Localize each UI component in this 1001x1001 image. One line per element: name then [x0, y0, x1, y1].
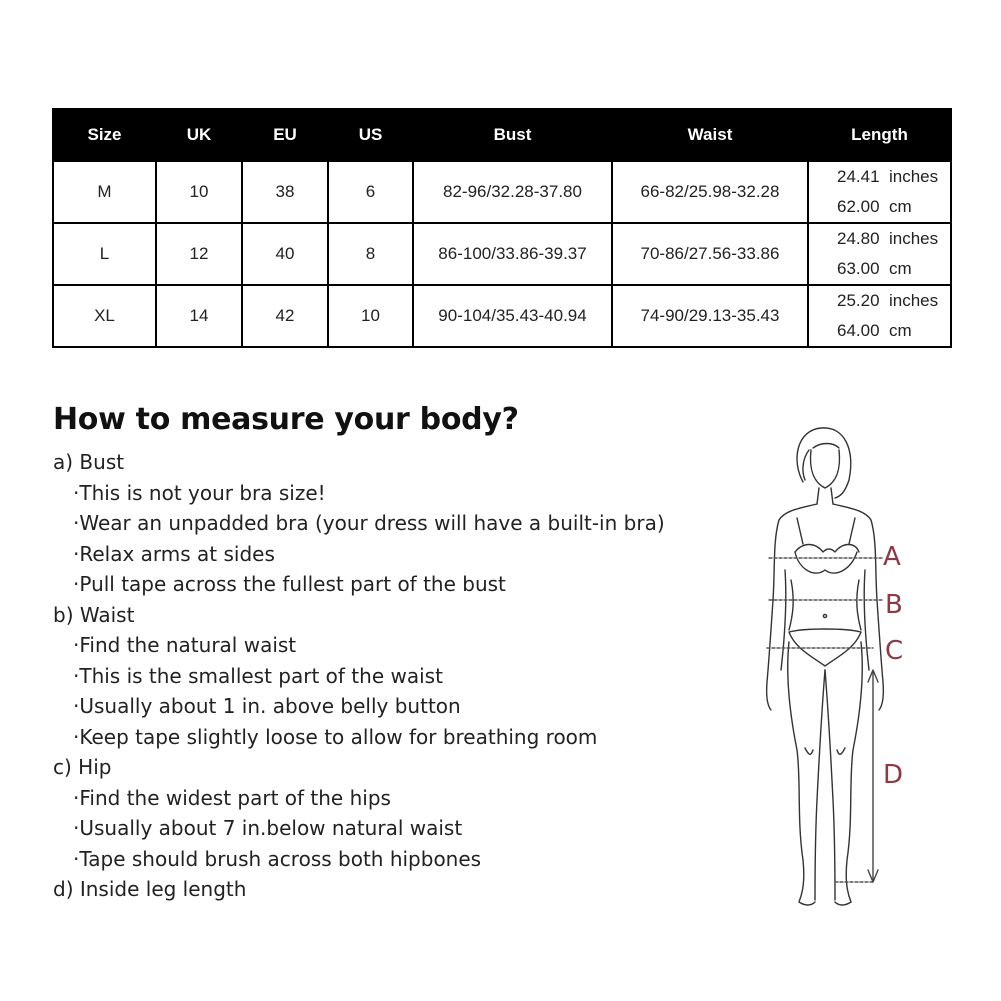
table-row: [53, 285, 951, 347]
cell-waist: 74-90/29.13-35.43: [612, 285, 808, 347]
list-item: ·Usually about 7 in.below natural waist: [73, 816, 463, 840]
length-inches-unit: inches: [889, 167, 939, 186]
list-item: ·This is not your bra size!: [73, 480, 326, 505]
cell-size: L: [53, 223, 156, 285]
length-cm-unit: cm: [889, 197, 912, 216]
cell-bust: 86-100/33.86-39.37: [413, 223, 612, 285]
cell-length: [808, 223, 951, 285]
table-row: [53, 161, 951, 223]
length-inches: [837, 162, 950, 192]
cell-length: [808, 161, 951, 223]
section-bust-label: a) Bust: [53, 450, 125, 474]
size-chart-table: [52, 108, 952, 348]
label-c: C: [885, 636, 904, 666]
list-item: ·Wear an unpadded bra (your dress will have a built-in bra): [73, 511, 665, 535]
header-length: Length: [808, 109, 951, 161]
cell-size: XL: [53, 285, 156, 347]
cell-eu: 40: [242, 223, 328, 285]
length-inches: [837, 224, 950, 254]
list-item: ·Keep tape slightly loose to allow for breathing room: [73, 724, 598, 749]
label-d: D: [883, 760, 904, 790]
header-uk: UK: [156, 109, 242, 161]
length-inches-value: 25.20: [837, 291, 880, 310]
cell-us: 6: [328, 161, 413, 223]
cell-us: 10: [328, 285, 413, 347]
table-header-row: [53, 109, 951, 161]
cell-bust: 82-96/32.28-37.80: [413, 161, 612, 223]
length-inches-value: 24.80: [837, 229, 880, 248]
body-measurement-figure: [745, 420, 935, 920]
length-cm-value: 63.00: [837, 259, 880, 278]
cell-uk: 14: [156, 285, 242, 347]
length-cm: [837, 316, 950, 346]
length-cm: [837, 192, 950, 222]
list-item: ·Relax arms at sides: [73, 541, 275, 566]
length-cm-unit: cm: [889, 321, 912, 340]
cell-bust: 90-104/35.43-40.94: [413, 285, 612, 347]
list-item: ·Find the widest part of the hips: [73, 785, 391, 810]
cell-length: [808, 285, 951, 347]
cell-eu: 38: [242, 161, 328, 223]
table-row: [53, 223, 951, 285]
length-cm-unit: cm: [889, 259, 912, 278]
list-item: ·This is the smallest part of the waist: [73, 663, 443, 688]
header-waist: Waist: [612, 109, 808, 161]
list-item: ·Pull tape across the fullest part of the bust: [73, 572, 506, 596]
header-eu: EU: [242, 109, 328, 161]
length-cm: [837, 254, 950, 284]
list-item: ·Find the natural waist: [73, 633, 297, 657]
body-outline-illustration: [745, 420, 935, 920]
cell-size: M: [53, 161, 156, 223]
cell-waist: 70-86/27.56-33.86: [612, 223, 808, 285]
section-hip-label: c) Hip: [53, 755, 112, 779]
cell-uk: 12: [156, 223, 242, 285]
label-b: B: [885, 590, 903, 620]
measure-guide: [53, 402, 753, 905]
header-us: US: [328, 109, 413, 161]
length-cm-value: 62.00: [837, 197, 880, 216]
header-size: Size: [53, 109, 156, 161]
list-item: ·Usually about 1 in. above belly button: [73, 694, 461, 718]
length-inches-unit: inches: [889, 291, 939, 310]
section-waist-label: b) Waist: [53, 602, 135, 627]
header-bust: Bust: [413, 109, 612, 161]
cell-waist: 66-82/25.98-32.28: [612, 161, 808, 223]
guide-title: How to measure your body?: [53, 402, 519, 437]
cell-us: 8: [328, 223, 413, 285]
length-inches-value: 24.41: [837, 167, 880, 186]
list-item: ·Tape should brush across both hipbones: [73, 846, 482, 871]
length-inches-unit: inches: [889, 229, 939, 248]
section-inside-leg-label: d) Inside leg length: [53, 877, 247, 901]
label-a: A: [883, 542, 901, 572]
length-cm-value: 64.00: [837, 321, 880, 340]
cell-uk: 10: [156, 161, 242, 223]
cell-eu: 42: [242, 285, 328, 347]
length-inches: [837, 286, 950, 316]
